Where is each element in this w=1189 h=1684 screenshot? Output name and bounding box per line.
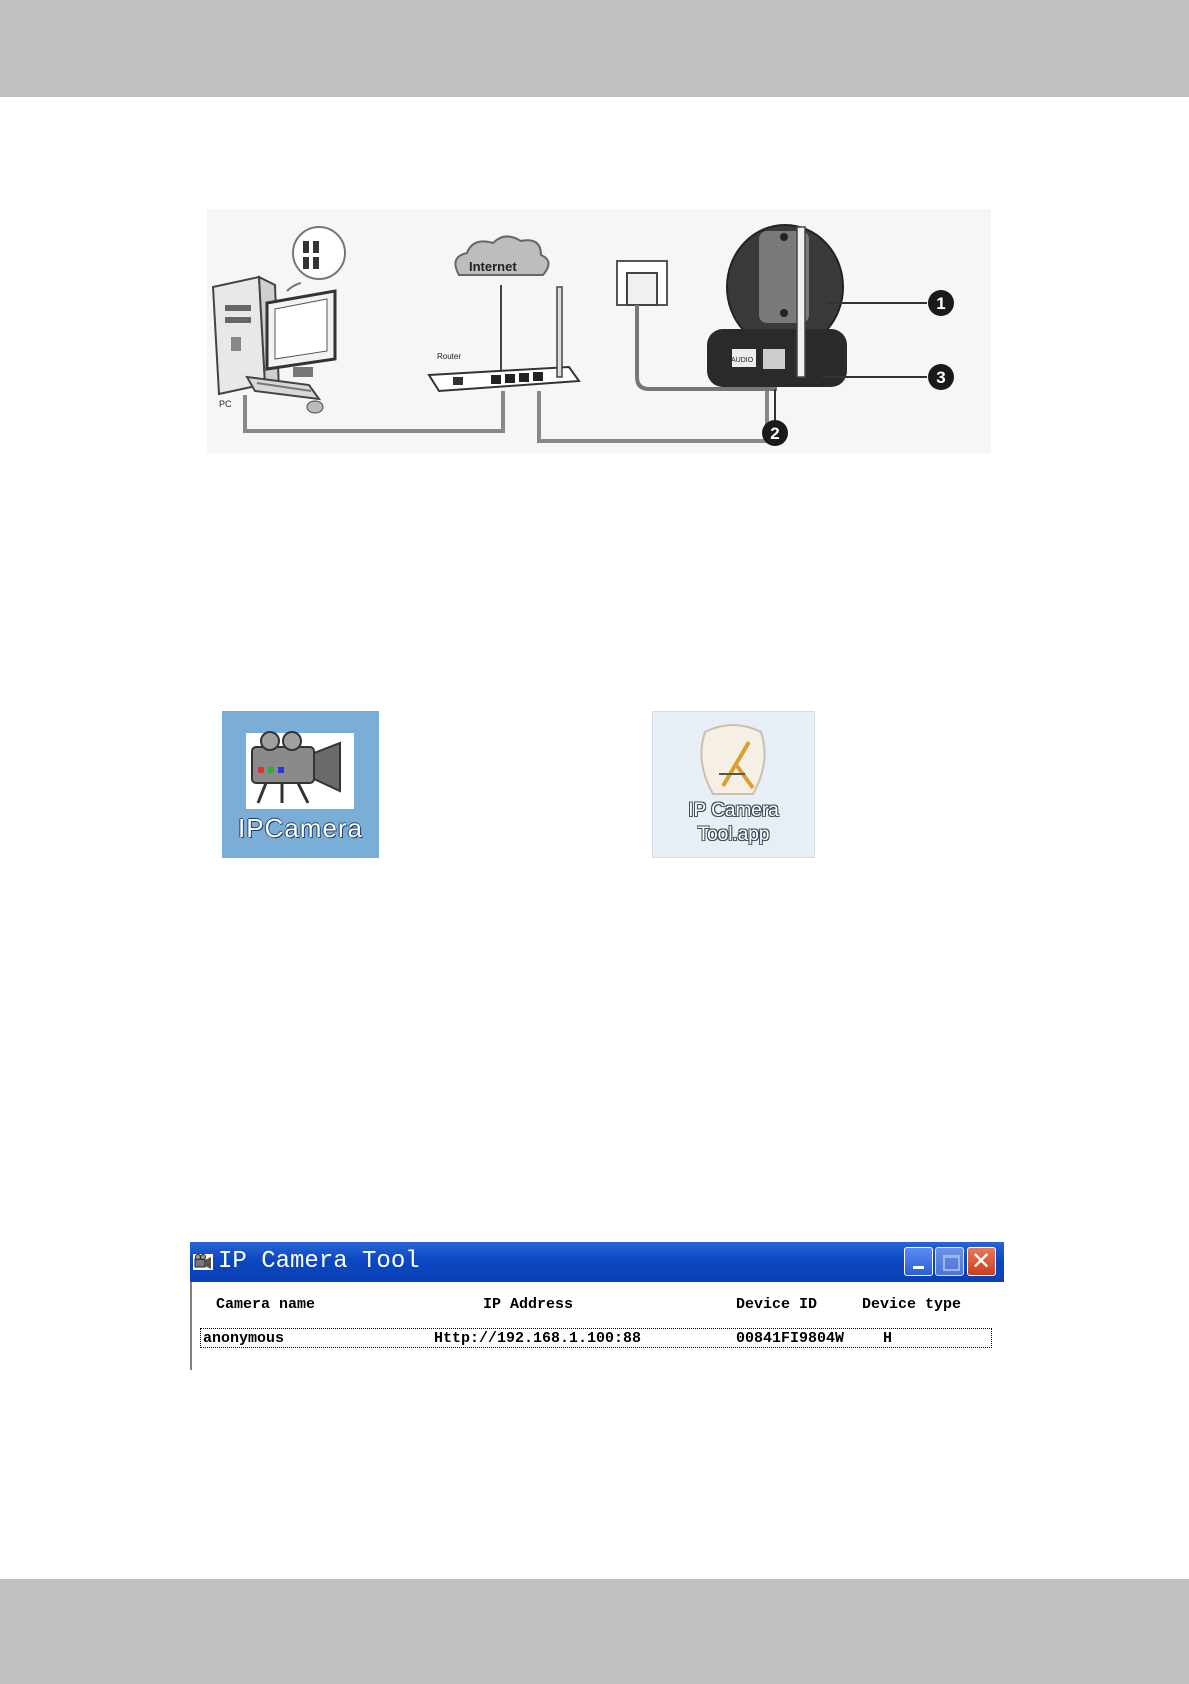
svg-text:2: 2 — [770, 424, 780, 443]
column-header-device-id[interactable]: Device ID — [736, 1296, 818, 1313]
monitor-icon — [267, 291, 335, 377]
maximize-icon — [943, 1255, 960, 1271]
router-camera-cable — [539, 389, 767, 441]
network-diagram-drawing — [207, 209, 991, 453]
header-band — [0, 0, 1189, 97]
router-label: Router — [437, 352, 462, 361]
keyboard-icon — [247, 377, 319, 399]
column-header-camera-name[interactable]: Camera name — [216, 1296, 316, 1313]
cell-device-type[interactable]: H — [883, 1330, 893, 1347]
ip-camera-tool-label-line2: Tool.app — [697, 824, 770, 845]
router-icon — [429, 287, 579, 391]
maximize-button[interactable] — [935, 1247, 964, 1276]
close-icon: ✕ — [971, 1247, 992, 1275]
svg-text:1: 1 — [936, 294, 946, 313]
cd-disc-icon — [287, 227, 345, 291]
cell-camera-name[interactable]: anonymous — [203, 1330, 285, 1347]
svg-text:3: 3 — [936, 368, 946, 387]
cell-device-id[interactable]: 00841FI9804W — [736, 1330, 845, 1347]
ipcamera-desktop-icon[interactable] — [222, 711, 379, 858]
ip-camera-icon — [707, 225, 847, 387]
pc-label: PC — [219, 399, 232, 409]
internet-label: Internet — [469, 259, 517, 274]
minimize-button[interactable] — [904, 1247, 933, 1276]
column-header-device-type[interactable]: Device type — [862, 1296, 962, 1313]
app-installer-icon — [653, 712, 814, 802]
ip-camera-tool-app-icon[interactable] — [652, 711, 815, 858]
window-titlebar[interactable] — [190, 1242, 1004, 1282]
ip-camera-tool-window — [190, 1242, 1004, 1370]
cell-ip-address[interactable]: Http://192.168.1.100:88 — [434, 1330, 642, 1347]
ip-camera-tool-label-line1: IP Camera — [688, 800, 779, 821]
ipcamera-icon-label: IPCamera — [237, 813, 364, 843]
window-title: IP Camera Tool — [218, 1248, 420, 1275]
camera-app-icon — [192, 1251, 214, 1273]
callout-2 — [762, 420, 788, 446]
ip-camera-tool-label — [653, 799, 814, 847]
minimize-icon — [913, 1266, 924, 1269]
callout-1 — [928, 290, 954, 316]
footer-band — [0, 1579, 1189, 1684]
mouse-icon — [307, 401, 323, 413]
pc-router-cable — [245, 391, 503, 431]
column-header-ip-address[interactable]: IP Address — [483, 1296, 574, 1313]
network-diagram — [207, 209, 991, 453]
callout-3 — [928, 364, 954, 390]
close-button[interactable] — [967, 1247, 996, 1276]
video-camera-icon — [222, 711, 379, 811]
audio-label: AUDIO — [731, 357, 754, 364]
